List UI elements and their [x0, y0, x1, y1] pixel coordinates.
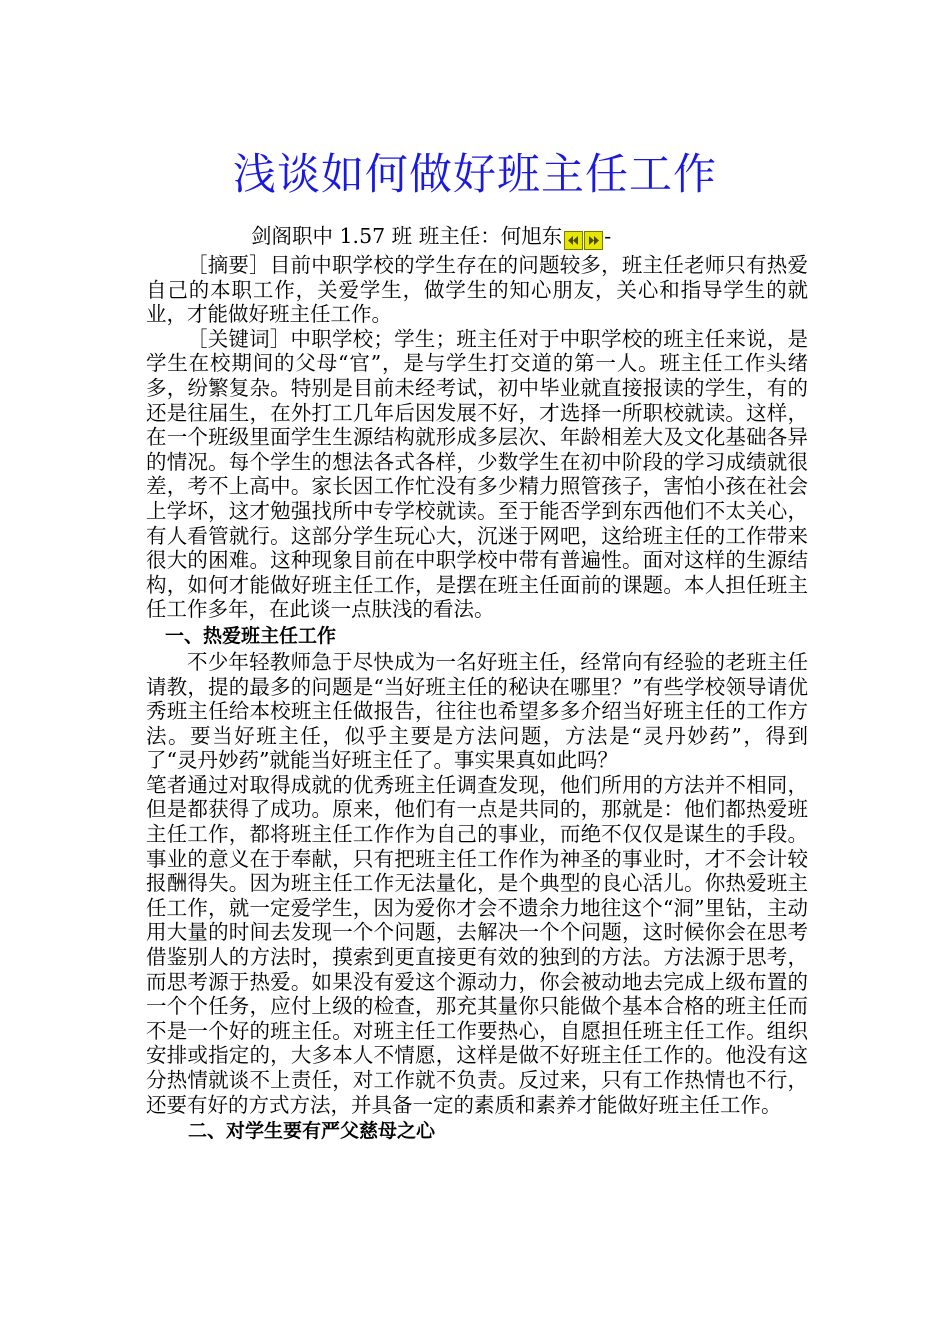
section1-paragraph-2: 笔者通过对取得成就的优秀班主任调查发现，他们所用的方法并不相同，但是都获得了成功。原来，他们有一点是共同的，那就是：他们都热爱班主任工作，都将班主任工作作为自己的事业，而绝不仅仅是谋生的手段。事业的意义在于奉献，只有把班主任工作作为神圣的事业时，才不会计较报酬得失。因为班主任工作无法量化，是个典型的良心活儿。你热爱班主任工作，就一定爱学生，因为爱你才会不遗余力地往这个“洞”里钻，主动用大量的时间去发现一个个问题，去解决一个个问题，这时候你会在思考借鉴别人的方法时，摸索到更直接更有效的独到的方法。方法源于思考，而思考源于热爱。如果没有爱这个源动力，你会被动地去完成上级布置的一个个任务，应付上级的检查，那充其量你只能做个基本合格的班主任而不是一个好的班主任。对班主任工作要热心，自愿担任班主任工作。组织安排或指定的，大多本人不情愿，这样是做不好班主任工作的。他没有这分热情就谈不上责任，对工作就不负责。反过来，只有工作热情也不行，还要有好的方式方法，并具备一定的素质和素养才能做好班主任工作。: [146, 772, 808, 1117]
author-line: [146, 222, 808, 253]
rewind-icon[interactable]: [564, 231, 583, 250]
keywords-paragraph: ［关键词］中职学校；学生；班主任对于中职学校的班主任来说，是学生在校期间的父母“官”，是与学生打交道的第一人。班主任工作头绪多，纷繁复杂。特别是目前未经考试，初中毕业就直接报读的学生，有的还是往届生，在外打工几年后因发展不好，才选择一所职校就读。这样，在一个班级里面学生生源结构就形成多层次、年龄相差大及文化基础各异的情况。每个学生的想法各式各样，少数学生在初中阶段的学习成绩就很差，考不上高中。家长因工作忙没有多少精力照管孩子，害怕小孩在社会上学坏，这才勉强找所中专学校就读。至于能否学到东西他们不太关心，有人看管就行。这部分学生玩心大，沉迷于网吧，这给班主任的工作带来很大的困难。这种现象目前在中职学校中带有普遍性。面对这样的生源结构，如何才能做好班主任工作，是摆在班主任面前的课题。本人担任班主任工作多年，在此谈一点肤浅的看法。: [146, 326, 808, 622]
section1-paragraph-1: 不少年轻教师急于尽快成为一名好班主任，经常向有经验的老班主任请教，提的最多的问题是“当好班主任的秘诀在哪里？”有些学校领导请优秀班主任给本校班主任做报告，往往也希望多多介绍当好班主任的工作方法。要当好班主任，似乎主要是方法问题，方法是“灵丹妙药”，得到了“灵丹妙药”就能当好班主任了。事实果真如此吗？: [146, 649, 808, 773]
forward-icon[interactable]: [584, 231, 603, 250]
author-suffix: -: [604, 224, 612, 248]
section-heading-2: 二、对学生要有严父慈母之心: [188, 1120, 436, 1143]
document-title: 浅谈如何做好班主任工作: [233, 150, 717, 200]
media-controls: [564, 225, 604, 253]
section-heading-1: 一、热爱班主任工作: [165, 624, 337, 647]
author-info: 剑阁职中 1.57 班 班主任：何旭东: [251, 224, 563, 248]
document-body: [146, 222, 808, 1145]
abstract-paragraph: ［摘要］目前中职学校的学生存在的问题较多，班主任老师只有热爱自己的本职工作，关爱学生，做学生的知心朋友，关心和指导学生的就业，才能做好班主任工作。: [146, 253, 808, 327]
